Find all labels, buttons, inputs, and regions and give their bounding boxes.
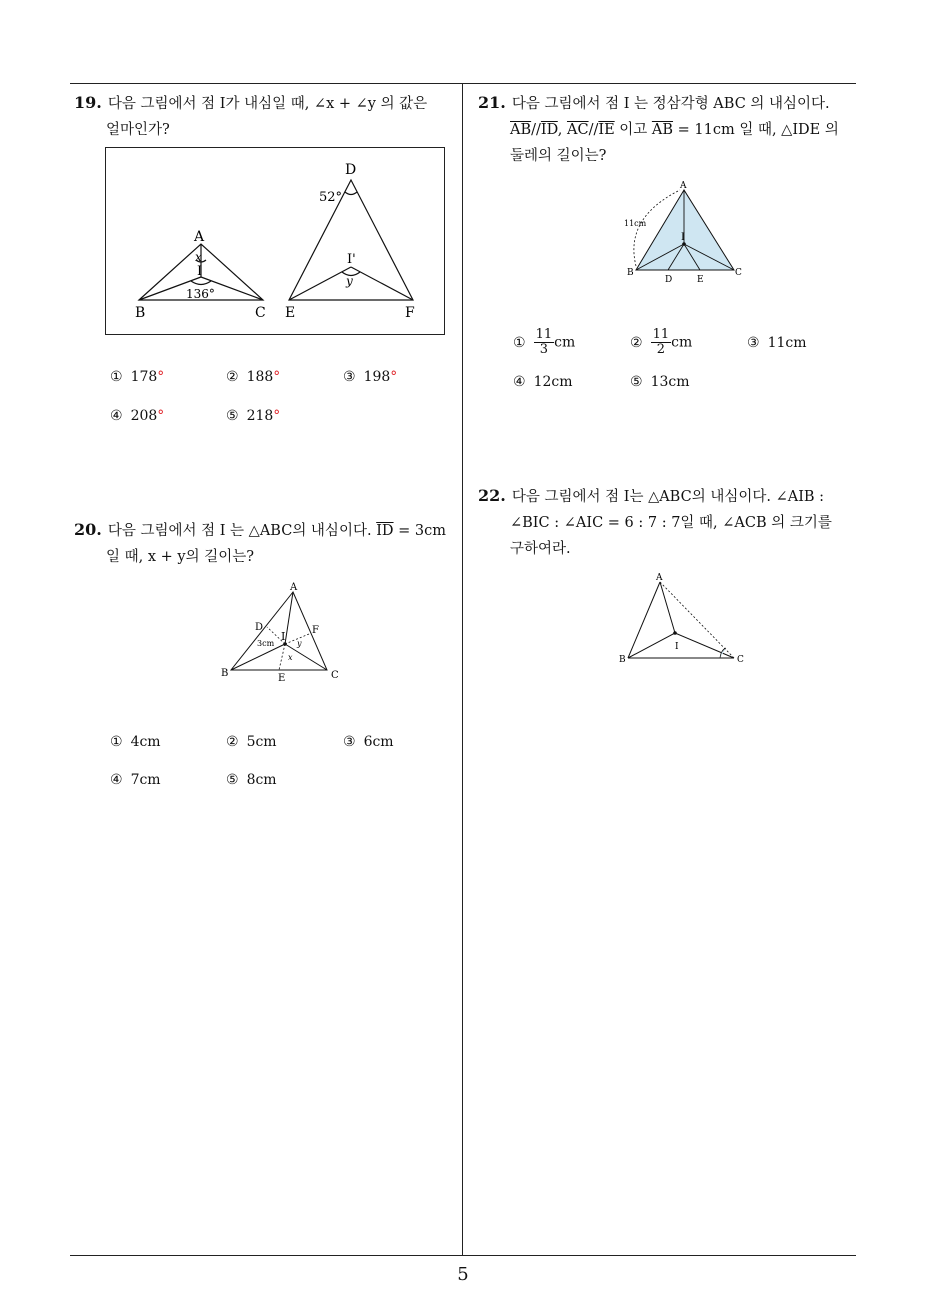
q19-figure	[105, 147, 446, 336]
label-i: I	[197, 264, 203, 279]
choice-1[interactable]: ① 4cm	[110, 734, 161, 750]
choice-4[interactable]: ④ 12cm	[513, 374, 573, 390]
label-d: D	[665, 275, 673, 285]
label-a: A	[680, 181, 687, 191]
label-x: x	[288, 653, 293, 662]
label-11cm: 11cm	[624, 219, 647, 228]
label-e: E	[278, 673, 286, 684]
label-a: A	[194, 229, 205, 245]
question-text: $\overline{AB}//\overline{ID}$, $\overline{AC}//\overline{IE}$ 이고 $\overline{AB} = 11cm$ 일 때, △IDE 의	[510, 122, 839, 138]
label-b: B	[221, 668, 229, 679]
question-text: 둘레의 길이는?	[510, 148, 607, 164]
question-text: 얼마인가?	[106, 122, 170, 138]
question-text: 구하여라.	[510, 541, 571, 557]
question-20: 20. 다음 그림에서 점 I 는 △ABC의 내심이다. $\overline{ID} = 3cm$ 일 때, x + y의 길이는?	[74, 517, 458, 570]
choice-3[interactable]: ③ 198°	[343, 369, 398, 385]
q20-figure	[215, 580, 345, 685]
question-19	[74, 90, 458, 143]
label-c: C	[255, 305, 266, 321]
label-e: E	[697, 275, 704, 285]
triangle-abc-fill	[636, 190, 734, 270]
label-d: D	[345, 162, 357, 178]
choice-5[interactable]: ⑤ 8cm	[226, 772, 277, 788]
label-i: I	[681, 232, 685, 243]
choice-1[interactable]: ① $\frac{11}{3}$ cm	[513, 327, 576, 357]
q22-figure	[618, 570, 753, 670]
q21-figure	[622, 178, 752, 288]
segment-id: $\overline{ID}$	[376, 523, 394, 539]
label-c: C	[737, 655, 744, 665]
label-b: B	[627, 268, 634, 278]
question-number: 20.	[74, 520, 102, 539]
choice-1[interactable]: ① 178°	[110, 369, 165, 385]
label-f: F	[312, 625, 319, 636]
label-d: D	[255, 622, 264, 633]
label-f: F	[405, 305, 415, 321]
question-number: 22.	[478, 486, 506, 505]
question-text: ∠BIC : ∠AIC = 6 : 7 : 7일 때, ∠ACB 의 크기를	[510, 515, 832, 531]
choice-3[interactable]: ③ 11cm	[747, 335, 807, 351]
label-c: C	[331, 670, 339, 681]
label-e: E	[285, 305, 296, 321]
label-c: C	[735, 268, 742, 278]
label-3cm: 3cm	[257, 639, 275, 648]
label-a: A	[656, 573, 663, 583]
fraction: $\frac{11}{2}$	[652, 327, 670, 357]
label-i-prime: I'	[347, 252, 356, 267]
choice-2[interactable]: ② 5cm	[226, 734, 277, 750]
label-y: y	[346, 274, 353, 288]
label-y: y	[297, 639, 302, 648]
label-a: A	[290, 582, 298, 593]
top-rule	[70, 83, 856, 84]
question-number: 21.	[478, 93, 506, 112]
label-i: I	[675, 642, 679, 652]
label-52: 52°	[319, 190, 343, 205]
label-136: 136°	[186, 287, 215, 301]
question-text: 일 때, x + y의 길이는?	[106, 549, 254, 565]
label-x: x	[195, 250, 202, 264]
choice-2[interactable]: ② $\frac{11}{2}$ cm	[630, 327, 693, 357]
page-number: 5	[457, 1264, 469, 1285]
choice-4[interactable]: ④ 7cm	[110, 772, 161, 788]
label-b: B	[619, 655, 626, 665]
choice-5[interactable]: ⑤ 218°	[226, 408, 281, 424]
choice-3[interactable]: ③ 6cm	[343, 734, 394, 750]
choice-5[interactable]: ⑤ 13cm	[630, 374, 690, 390]
choice-2[interactable]: ② 188°	[226, 369, 281, 385]
label-b: B	[135, 305, 146, 321]
question-text: 다음 그림에서 점 I가 내심일 때, ∠x + ∠y 의 값은	[107, 96, 428, 112]
bottom-rule	[70, 1255, 856, 1256]
question-22: 22. 다음 그림에서 점 I는 △ABC의 내심이다. ∠AIB : ∠BIC : ∠AIC = 6 : 7 : 7일 때, ∠ACB 의 크기를 구하여라.	[478, 483, 862, 562]
question-21: 21. 다음 그림에서 점 I 는 정삼각형 ABC 의 내심이다. $\overline{AB}//\overline{ID}$, $\overline{AC}//\overline{IE}$ 이고 $\overline{AB} = 11cm$ 일 때, △IDE 의 둘레의 길이는?	[478, 90, 862, 169]
question-number: 19.	[74, 93, 102, 112]
choice-4[interactable]: ④ 208°	[110, 408, 165, 424]
label-i: I	[281, 630, 286, 643]
column-divider	[462, 83, 463, 1255]
fraction: $\frac{11}{3}$	[535, 327, 553, 357]
